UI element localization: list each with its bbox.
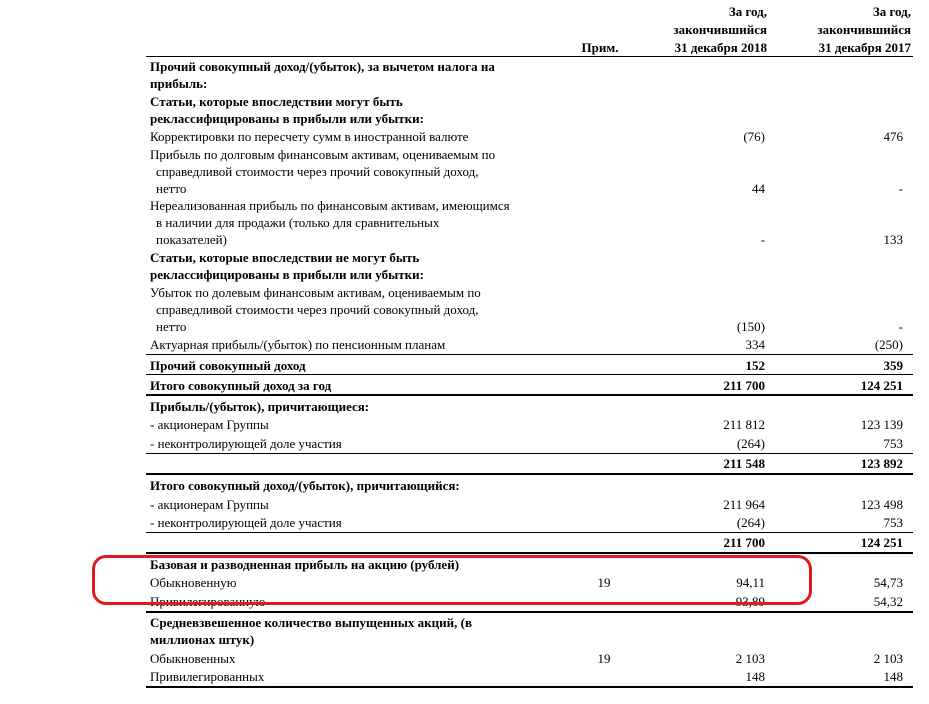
rule-oci-subtotal <box>146 354 913 355</box>
total-ci-label: Итого совокупный доход за год <box>150 378 332 393</box>
reclass-heading-line1: Статьи, которые впоследствии могут быть <box>150 94 403 109</box>
profit-nci-label: - неконтролирующей доле участия <box>150 436 342 451</box>
rule-double-2 <box>146 473 913 475</box>
header-rule <box>146 56 913 57</box>
shares-ordinary-2018: 2 103 <box>735 651 765 666</box>
shares-heading-line2: миллионах штук) <box>150 632 255 647</box>
rule-total-ci <box>146 374 913 375</box>
nonreclass-heading-line2: реклассифицированы в прибыли или убытки: <box>150 267 424 282</box>
debt-fvoci-label-3: нетто <box>156 181 187 196</box>
fx-translation-2018: (76) <box>743 129 765 144</box>
profit-total-2018: 211 548 <box>723 456 765 471</box>
rule-eps <box>146 611 913 613</box>
actuarial-label: Актуарная прибыль/(убыток) по пенсионным планам <box>150 337 446 352</box>
debt-fvoci-label-1: Прибыль по долговым финансовым активам, оцениваемым по <box>150 147 496 162</box>
afs-label-2: в наличии для продажи (только для сравнительных <box>156 215 440 230</box>
debt-fvoci-2018: 44 <box>752 181 765 196</box>
header-2018-line3: 31 декабря 2018 <box>674 40 767 55</box>
reclass-heading-line2: реклассифицированы в прибыли или убытки: <box>150 111 424 126</box>
ci-attrib-heading: Итого совокупный доход/(убыток), причитающийся: <box>150 478 460 493</box>
equity-fvoci-2018: (150) <box>736 319 765 334</box>
rule-bottom <box>146 686 913 688</box>
actuarial-2018: 334 <box>745 337 765 352</box>
eps-preferred-label: Привилегированную <box>150 594 266 609</box>
eps-highlight-box <box>92 555 812 605</box>
eps-preferred-2017: 54,32 <box>873 594 903 609</box>
header-2017-line1: За год, <box>872 4 911 19</box>
afs-label-3: показателей) <box>156 232 227 247</box>
shares-ordinary-note: 19 <box>597 651 611 666</box>
total-ci-2018: 211 700 <box>723 378 765 393</box>
ci-nci-2017: 753 <box>883 515 903 530</box>
header-2018-line2: закончившийся <box>673 22 767 37</box>
profit-nci-2018: (264) <box>736 436 765 451</box>
ci-total-2017: 124 251 <box>860 535 903 550</box>
profit-shareholders-2017: 123 139 <box>860 417 903 432</box>
oci-total-2017: 359 <box>883 358 903 373</box>
shares-ordinary-2017: 2 103 <box>873 651 903 666</box>
rule-profit-total <box>146 453 913 454</box>
profit-total-2017: 123 892 <box>860 456 903 471</box>
debt-fvoci-2017: - <box>898 181 903 196</box>
fx-translation-2017: 476 <box>883 129 903 144</box>
oci-total-2018: 152 <box>745 358 765 373</box>
equity-fvoci-label-2: справедливой стоимости через прочий совокупный доход, <box>156 302 479 317</box>
afs-2018: - <box>760 232 765 247</box>
equity-fvoci-label-3: нетто <box>156 319 187 334</box>
fx-translation-label: Корректировки по пересчету сумм в иностранной валюте <box>150 129 469 144</box>
total-ci-2017: 124 251 <box>860 378 903 393</box>
eps-heading: Базовая и разводненная прибыль на акцию (рублей) <box>150 557 460 572</box>
ci-total-2018: 211 700 <box>723 535 765 550</box>
debt-fvoci-label-2: справедливой стоимости через прочий совокупный доход, <box>156 164 479 179</box>
profit-nci-2017: 753 <box>883 436 903 451</box>
afs-label-1: Нереализованная прибыль по финансовым активам, имеющимся <box>150 198 510 213</box>
ci-shareholders-2018: 211 964 <box>723 497 765 512</box>
header-2017 <box>771 4 911 55</box>
shares-preferred-2017: 148 <box>883 669 903 684</box>
header-2018 <box>627 4 767 55</box>
eps-ordinary-note: 19 <box>597 575 611 590</box>
oci-total-label: Прочий совокупный доход <box>150 358 306 373</box>
equity-fvoci-2017: - <box>898 319 903 334</box>
shares-preferred-2018: 148 <box>745 669 765 684</box>
header-2017-line3: 31 декабря 2017 <box>818 40 911 55</box>
eps-preferred-2018: 93,89 <box>735 594 765 609</box>
eps-ordinary-2017: 54,73 <box>873 575 903 590</box>
oci-heading-line2: прибыль: <box>150 76 208 91</box>
rule-double-3 <box>146 552 913 554</box>
profit-shareholders-2018: 211 812 <box>723 417 765 432</box>
nonreclass-heading-line1: Статьи, которые впоследствии не могут быть <box>150 250 420 265</box>
oci-heading-line1: Прочий совокупный доход/(убыток), за вычетом налога на <box>150 59 495 74</box>
profit-attrib-heading: Прибыль/(убыток), причитающиеся: <box>150 399 370 414</box>
ci-shareholders-2017: 123 498 <box>860 497 903 512</box>
header-note-label: Прим. <box>581 40 619 55</box>
eps-ordinary-2018: 94,11 <box>736 575 765 590</box>
shares-preferred-label: Привилегированных <box>150 669 265 684</box>
rule-ci-total <box>146 532 913 533</box>
rule-double-1 <box>146 394 913 396</box>
header-2018-line1: За год, <box>728 4 767 19</box>
eps-ordinary-label: Обыкновенную <box>150 575 237 590</box>
header-2017-line2: закончившийся <box>817 22 911 37</box>
actuarial-2017: (250) <box>874 337 903 352</box>
ci-shareholders-label: - акционерам Группы <box>150 497 269 512</box>
ci-nci-label: - неконтролирующей доле участия <box>150 515 342 530</box>
afs-2017: 133 <box>883 232 903 247</box>
ci-nci-2018: (264) <box>736 515 765 530</box>
shares-heading-line1: Средневзвешенное количество выпущенных акций, (в <box>150 615 472 630</box>
equity-fvoci-label-1: Убыток по долевым финансовым активам, оцениваемым по <box>150 285 481 300</box>
profit-shareholders-label: - акционерам Группы <box>150 417 269 432</box>
shares-ordinary-label: Обыкновенных <box>150 651 236 666</box>
